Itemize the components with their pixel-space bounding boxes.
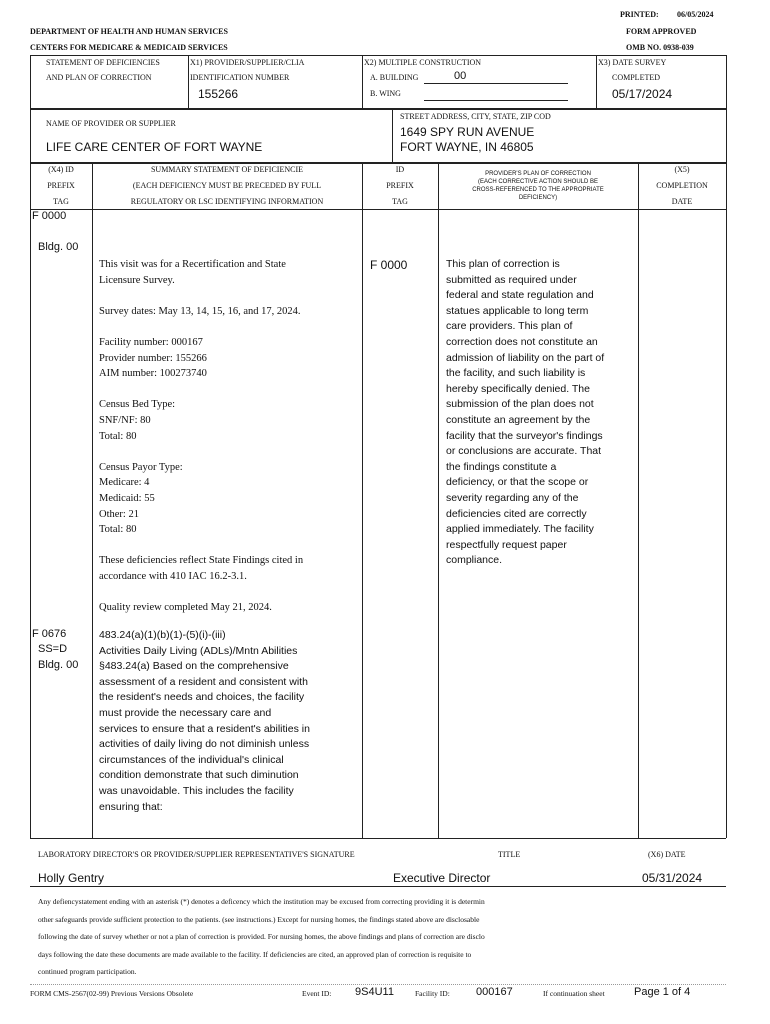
- f0676-line: ensuring that:: [99, 800, 163, 813]
- rule: [188, 55, 189, 108]
- f0676-line: must provide the necessary care and: [99, 706, 272, 719]
- x1-label: X1) PROVIDER/SUPPLIER/CLIA: [190, 58, 305, 67]
- summary-line: Medicaid: 55: [99, 492, 155, 504]
- signature-label: LABORATORY DIRECTOR'S OR PROVIDER/SUPPLIER REPRESENTATIVE'S SIGNATURE: [38, 850, 355, 859]
- x5-header-1: (X5): [674, 165, 690, 174]
- rule: [362, 162, 363, 838]
- plan-line: statues applicable to long term: [446, 304, 589, 317]
- rule: [638, 162, 639, 838]
- plan-line: or conclusions are accurate. That: [446, 445, 602, 458]
- wing-label: B. WING: [370, 89, 401, 98]
- signature-date: 05/31/2024: [642, 871, 703, 885]
- blank-line: [99, 319, 361, 335]
- summary-line: Total: 80: [99, 524, 137, 536]
- rule: [92, 162, 93, 838]
- facility-id: 000167: [476, 986, 513, 998]
- plan-of-correction: [446, 257, 636, 569]
- x5-header-3: DATE: [671, 197, 693, 206]
- plan-line: admission of liability on the part of: [446, 351, 605, 364]
- survey-completed-date: 05/17/2024: [612, 87, 673, 101]
- f0676-line: Activities Daily Living (ADLs)/Mntn Abilities: [99, 644, 298, 657]
- x4-header-2: PREFIX: [47, 181, 75, 190]
- statement-label-1: STATEMENT OF DEFICIENCIES: [46, 58, 160, 67]
- summary-line: This visit was for a Recertification and State: [99, 259, 286, 270]
- address-line-1: 1649 SPY RUN AVENUE: [400, 125, 535, 139]
- rule: [30, 209, 726, 210]
- plan-line: correction does not constitute an: [446, 335, 598, 348]
- summary-line: Census Bed Type:: [99, 399, 176, 411]
- disclaimer-line: continued program participation.: [38, 967, 137, 976]
- building-label: A. BUILDING: [370, 73, 419, 82]
- plan-line: constitute an agreement by the: [446, 413, 591, 426]
- blank-line: [99, 538, 361, 554]
- x1-label-2: IDENTIFICATION NUMBER: [190, 73, 290, 82]
- f0676-line: circumstances of the individual's clinical: [99, 753, 284, 766]
- rule: [30, 886, 726, 887]
- centers-heading: CENTERS FOR MEDICARE & MEDICAID SERVICES: [30, 43, 228, 52]
- rule: [362, 55, 363, 108]
- event-id-label: Event ID:: [302, 989, 332, 998]
- summary-statement: [99, 257, 361, 616]
- x6-date-label: (X6) DATE: [648, 850, 686, 859]
- plan-line: facility that the surveyor's findings: [446, 429, 603, 442]
- summary-line: Census Payor Type:: [99, 461, 183, 473]
- blank-line: [99, 288, 361, 304]
- building-value: 00: [454, 70, 467, 82]
- summary-line: Total: 80: [99, 430, 137, 442]
- rule: [30, 108, 726, 110]
- plan-header-1: PROVIDER'S PLAN OF CORRECTION: [485, 171, 591, 177]
- rule: [30, 838, 726, 839]
- rule: [30, 984, 726, 985]
- rule: [596, 55, 597, 108]
- summary-header-1: SUMMARY STATEMENT OF DEFICIENCIE: [150, 165, 304, 174]
- plan-line: severity regarding any of the: [446, 491, 579, 504]
- plan-line: respectfully request paper: [446, 538, 567, 551]
- plan-line: the facility, and such liability is: [446, 367, 586, 380]
- plan-line: the findings constitute a: [446, 460, 557, 473]
- plan-header-2: (EACH CORRECTIVE ACTION SHOULD BE: [477, 179, 599, 185]
- rule: [726, 55, 727, 838]
- address-line-2: FORT WAYNE, IN 46805: [400, 140, 534, 154]
- x3-label: X3) DATE SURVEY: [598, 58, 667, 67]
- blank-line: [99, 584, 361, 600]
- id-header-2: PREFIX: [386, 181, 414, 190]
- signer-name: Holly Gentry: [38, 871, 105, 885]
- summary-line: Other: 21: [99, 508, 139, 520]
- building-underline: [424, 83, 568, 84]
- id-header-1: ID: [395, 165, 405, 174]
- f0676-line: §483.24(a) Based on the comprehensive: [99, 660, 289, 673]
- blank-line: [99, 444, 361, 460]
- tag-bldg-2: Bldg. 00: [38, 659, 79, 671]
- statement-label-2: AND PLAN OF CORRECTION: [46, 73, 152, 82]
- disclaimer-line: other safeguards provide sufficient protection to the patients. (see instructions.) Except for nursing homes, the findings stated above are disclosable: [38, 914, 480, 924]
- facility-id-label: Facility ID:: [415, 989, 450, 998]
- disclaimer-line: following the date of survey whether or not a plan of correction is provided. For nursing homes, the above findings and plans of correction are disclo: [38, 932, 485, 941]
- event-id: 9S4U11: [355, 986, 394, 998]
- plan-header-4: DEFICIENCY): [518, 195, 558, 201]
- form-approved: FORM APPROVED: [626, 27, 697, 36]
- plan-line: care providers. This plan of: [446, 320, 573, 333]
- page-number: Page 1 of 4: [634, 986, 691, 998]
- rule: [438, 162, 439, 838]
- plan-line: hereby specifically denied. The: [446, 382, 590, 395]
- tag-f0000: F 0000: [32, 210, 67, 222]
- f0676-line: services to ensure that a resident's abilities in: [99, 722, 310, 735]
- summary-line: Medicare: 4: [99, 477, 150, 489]
- disclaimer: [38, 893, 728, 981]
- printed-date: 06/05/2024: [677, 10, 714, 19]
- plan-line: compliance.: [446, 554, 503, 567]
- summary-line: accordance with 410 IAC 16.2-3.1.: [99, 570, 247, 582]
- plan-line: federal and state regulation and: [446, 289, 594, 302]
- x5-header-2: COMPLETION: [656, 181, 708, 190]
- x4-header-3: TAG: [53, 197, 69, 206]
- continuation-label: If continuation sheet: [543, 989, 605, 998]
- x2-label: X2) MULTIPLE CONSTRUCTION: [364, 58, 482, 67]
- title-label: TITLE: [498, 850, 521, 859]
- plan-line: This plan of correction is: [446, 258, 560, 270]
- tag-bldg: Bldg. 00: [38, 241, 79, 253]
- f0676-line: assessment of a resident and consistent with: [99, 675, 308, 688]
- provider-name-label: NAME OF PROVIDER OR SUPPLIER: [46, 119, 176, 128]
- signer-title: Executive Director: [393, 871, 491, 885]
- plan-line: deficiency, or that the scope or: [446, 476, 589, 489]
- omb-number: OMB NO. 0938-039: [626, 43, 694, 52]
- plan-line: applied immediately. The facility: [446, 523, 594, 536]
- x3-label-2: COMPLETED: [612, 73, 660, 82]
- rule: [392, 108, 393, 162]
- summary-line: These deficiencies reflect State Findings cited in: [99, 555, 304, 567]
- f0676-statement: [99, 628, 361, 815]
- wing-underline: [424, 100, 568, 101]
- provider-number: 155266: [198, 87, 239, 101]
- summary-line: AIM number: 100273740: [99, 368, 207, 380]
- summary-line: Licensure Survey.: [99, 274, 175, 286]
- f0676-line: condition demonstrate that such diminution: [99, 769, 299, 782]
- form-number: FORM CMS-2567(02-99) Previous Versions Obsolete: [30, 989, 194, 998]
- blank-line: [99, 382, 361, 398]
- f0676-line: 483.24(a)(1)(b)(1)-(5)(i)-(iii): [99, 629, 226, 641]
- f0676-line: was unavoidable. This includes the facility: [99, 784, 294, 797]
- x4-header-1: (X4) ID: [48, 165, 74, 174]
- dept-heading: DEPARTMENT OF HEALTH AND HUMAN SERVICES: [30, 27, 228, 36]
- f0676-line: activities of daily living do not diminish unless: [99, 738, 310, 751]
- printed-label: PRINTED:: [620, 10, 659, 19]
- summary-line: Facility number: 000167: [99, 336, 203, 348]
- tag-scope-severity: SS=D: [38, 643, 68, 655]
- summary-header-3: REGULATORY OR LSC IDENTIFYING INFORMATION: [130, 197, 324, 206]
- rule: [30, 55, 726, 56]
- f0676-line: the resident's needs and choices, the facility: [99, 691, 305, 704]
- summary-line: Provider number: 155266: [99, 352, 207, 364]
- rule: [30, 162, 726, 164]
- summary-line: Quality review completed May 21, 2024.: [99, 602, 272, 614]
- id-header-3: TAG: [392, 197, 408, 206]
- summary-line: SNF/NF: 80: [99, 414, 151, 426]
- plan-line: submission of the plan does not: [446, 398, 594, 411]
- disclaimer-line: Any defiencystatement ending with an asterisk (*) denotes a deficency which the institution may be excused from correcting providing it is determin: [38, 897, 485, 906]
- plan-line: deficiencies cited are correctly: [446, 507, 587, 520]
- disclaimer-line: days following the date these documents are made available to the facility. If deficiencies are cited, an approved plan of correction is requisite to: [38, 949, 472, 959]
- summary-header-2: (EACH DEFICIENCY MUST BE PRECEDED BY FULL: [132, 181, 322, 190]
- plan-header-3: CROSS-REFERENCED TO THE APPROPRIATE: [472, 187, 604, 193]
- plan-line: submitted as required under: [446, 273, 577, 286]
- provider-name: LIFE CARE CENTER OF FORT WAYNE: [46, 140, 263, 154]
- address-label: STREET ADDRESS, CITY, STATE, ZIP COD: [400, 112, 551, 121]
- id-prefix-tag: F 0000: [370, 258, 408, 272]
- summary-line: Survey dates: May 13, 14, 15, 16, and 17, 2024.: [99, 305, 301, 317]
- tag-f0676: F 0676: [32, 628, 67, 640]
